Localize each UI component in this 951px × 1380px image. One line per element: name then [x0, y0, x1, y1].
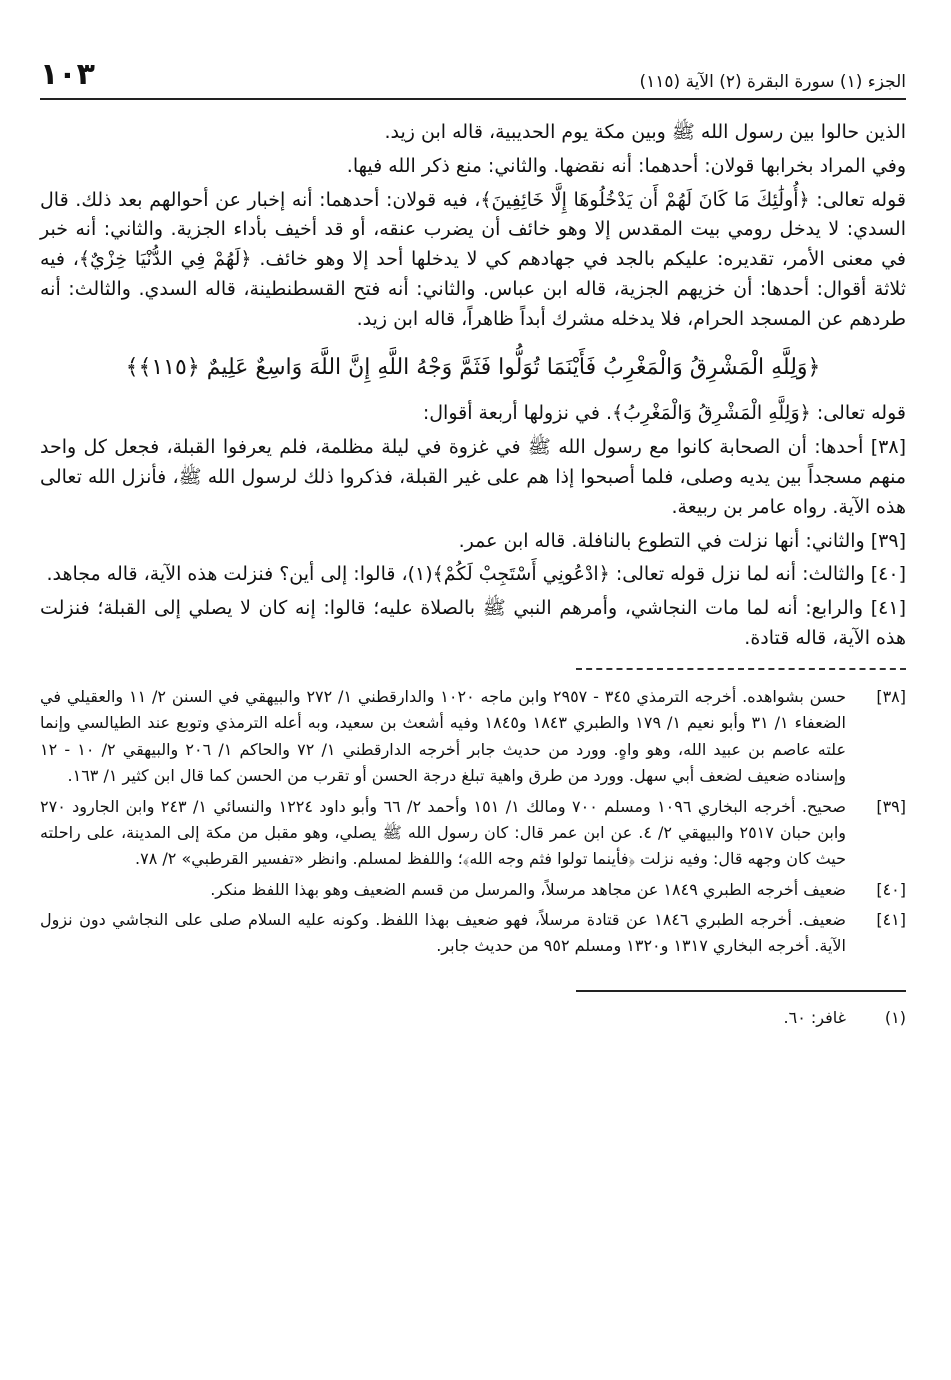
footnote-text: غافر: ٦٠. — [783, 1007, 846, 1027]
notes-divider — [576, 668, 906, 670]
hadith-notes — [40, 684, 906, 960]
note-text: صحيح. أخرجه البخاري ١٠٩٦ ومسلم ٧٠٠ ومالك ١/ ١٥١ وأحمد ٢/ ٦٦ وأبو داود ١٢٢٤ والنسائي ١/ ٢٤٣ وابن الجارود ٢٧٠ وابن حبان ٢٥١٧ والبيهقي ٢/ ٤. عن ابن عمر قال: كان رسول الله ﷺ يصلي، وهو مقبل من مكة إلى المدينة، على راحلته حيث كان وجهه قال: وفيه نزلت ﴿فأينما تولوا فثم وجه الله﴾؛ واللفظ لمسلم. وانظر «تفسير القرطبي» ٢/ ٧٨. — [40, 796, 847, 869]
note-number: [٣٨] — [876, 686, 906, 706]
commentary-item: [٤٠] والثالث: أنه لما نزل قوله تعالى: ﴿ادْعُونِي أَسْتَجِبْ لَكُمْ﴾(١)، قالوا: إلى أين؟ فنزلت هذه الآية، قاله مجاهد. — [46, 563, 906, 586]
commentary-item: [٣٩] والثاني: أنها نزلت في التطوع بالنافلة. قاله ابن عمر. — [458, 529, 906, 552]
note-number: [٤١] — [876, 910, 906, 930]
page-header — [40, 50, 906, 100]
note-text: حسن بشواهده. أخرجه الترمذي ٣٤٥ - ٢٩٥٧ وابن ماجه ١٠٢٠ والدارقطني ١/ ٢٧٢ والبيهقي في السنن ٢/ ١١ والعقيلي في الضعفاء ١/ ٣١ وأبو نعيم ١/ ١٧٩ والطبري ١٨٤٣ و١٨٤٥ وفيه أشعث بن سعيد، وبه أعله الترمذي وتوبع عند الطيالسي وإنما علته عاصم بن عبيد الله، وهو واهٍ. وورد من حديث جابر أخرجه الدارقطني ١/ ٧٢ والحاكم ١/ ٢٠٦ والبيهقي ٢/ ١٠ - ١٢ وإسناده ضعيف لضعف أبي سهل. وورد من طرق واهية تبلغ درجة الحسن أو تقرب من الحسن كما قال ابن كثير ١/ ١٦٣. — [40, 686, 847, 786]
paragraph: الذين حالوا بين رسول الله ﷺ وبين مكة يوم الحديبية، قاله ابن زيد. — [384, 121, 906, 143]
note-item — [40, 794, 906, 873]
note-number: [٤٠] — [876, 879, 906, 899]
note-number: [٣٩] — [876, 796, 906, 816]
page-number: ١٠٣ — [40, 57, 95, 92]
book-page — [40, 50, 906, 1027]
footnote-number: (١) — [884, 1007, 906, 1027]
footnote-rule — [576, 990, 906, 992]
paragraph: قوله تعالى: ﴿أُولَٰئِكَ مَا كَانَ لَهُمْ أَن يَدْخُلُوهَا إِلَّا خَائِفِينَ﴾، فيه قولان: أحدهما: أنه إخبار عن أحوالهم بعد ذلك. قال السدي: لا يدخل رومي بيت المقدس إلا وهو خائف أن يضرب عنقه، أو قد أخيف بأداء الجزية. والثاني: أنه خبر في معنى الأمر، تقديره: عليكم بالجد في جهادهم كي لا يدخلها أحد إلا وهو خائف. ﴿لَهُمْ فِي الدُّنْيَا خِزْيٌ﴾، فيه ثلاثة أقوال: أحدها: أن خزيهم الجزية، قاله ابن عباس. والثاني: أنه فتح القسطنطينة، قاله السدي. والثالث: أنه طردهم عن المسجد الحرام، فلا يدخله مشرك أبداً ظاهراً، قاله ابن زيد. — [40, 188, 906, 330]
note-item — [40, 877, 906, 903]
commentary-item: [٤١] والرابع: أنه لما مات النجاشي، وأمرهم النبي ﷺ بالصلاة عليه؛ قالوا: إنه كان لا يصلي إلى القبلة؛ فنزلت هذه الآية، قاله قتادة. — [40, 597, 906, 650]
note-item — [40, 907, 906, 960]
paragraph: وفي المراد بخرابها قولان: أحدهما: أنه نقضها. والثاني: منع ذكر الله فيها. — [346, 154, 906, 177]
note-text: ضعيف أخرجه الطبري ١٨٤٩ عن مجاهد مرسلاً، والمرسل من قسم الضعيف وهو بهذا اللفظ منكر. — [210, 879, 846, 899]
quran-verse: ﴿وَلِلَّهِ الْمَشْرِقُ وَالْمَغْرِبُ فَأَيْنَمَا تُوَلُّوا فَثَمَّ وَجْهُ اللَّهِ إِنَّ اللَّهَ وَاسِعٌ عَلِيمٌ ﴿١١٥﴾﴾ — [125, 354, 821, 380]
commentary-intro: قوله تعالى: ﴿وَلِلَّهِ الْمَشْرِقُ وَالْمَغْرِبُ﴾. في نزولها أربعة أقوال: — [422, 402, 906, 425]
commentary-item: [٣٨] أحدها: أن الصحابة كانوا مع رسول الله ﷺ في غزوة في ليلة مظلمة، فلم يعرفوا القبلة، فجعل كل واحد منهم مسجداً بين يديه وصلى، فلما أصبحوا إذا هم على غير القبلة، فذكروا ذلك لرسول الله ﷺ، فأنزل الله تعالى هذه الآية. رواه عامر بن ربيعة. — [40, 436, 906, 518]
note-text: ضعيف. أخرجه الطبري ١٨٤٦ عن قتادة مرسلاً، فهو ضعيف بهذا اللفظ. وكونه عليه السلام صلى على النجاشي دون نزول الآية. أخرجه البخاري ١٣١٧ و١٣٢٠ ومسلم ٩٥٢ من حديث جابر. — [40, 910, 846, 956]
note-item — [40, 684, 906, 790]
footnote — [40, 1008, 906, 1027]
main-text — [40, 118, 906, 654]
running-title: الجزء (١) سورة البقرة (٢) الآية (١١٥) — [639, 72, 906, 92]
